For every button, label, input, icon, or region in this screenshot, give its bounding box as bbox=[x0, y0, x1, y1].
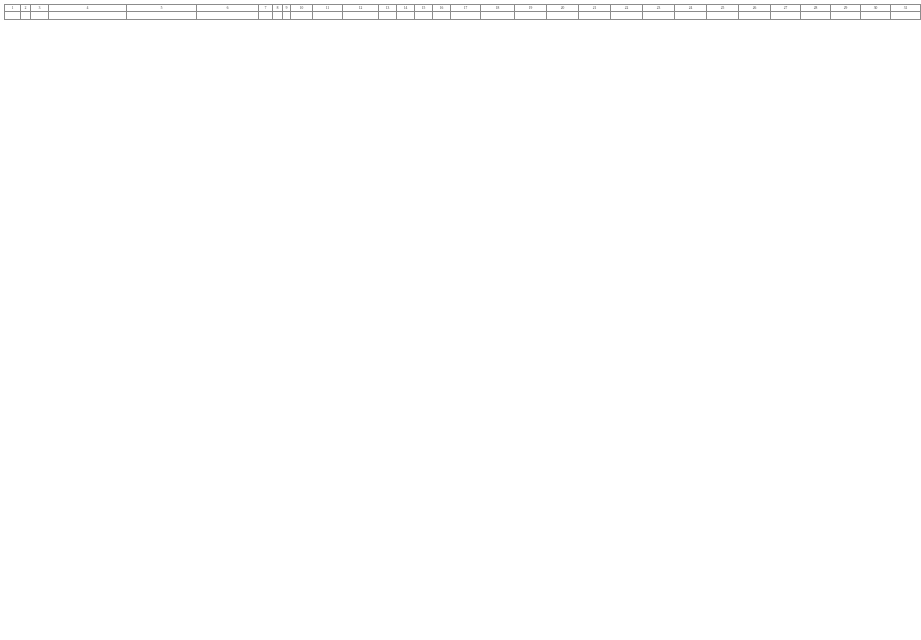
column-header-cell: 26 bbox=[739, 5, 771, 12]
column-header-cell: 30 bbox=[861, 5, 891, 12]
table-cell bbox=[861, 12, 891, 20]
column-header-cell: 16 bbox=[433, 5, 451, 12]
table-cell bbox=[31, 12, 49, 20]
column-header-cell: 28 bbox=[801, 5, 831, 12]
column-header-cell: 7 bbox=[259, 5, 273, 12]
column-header-row bbox=[5, 5, 921, 12]
spreadsheet-sheet bbox=[4, 4, 908, 20]
column-header-cell: 1 bbox=[5, 5, 21, 12]
column-header-cell: 5 bbox=[127, 5, 197, 12]
column-header-cell: 10 bbox=[291, 5, 313, 12]
column-header-cell: 15 bbox=[415, 5, 433, 12]
table-cell bbox=[273, 12, 283, 20]
table-cell bbox=[379, 12, 397, 20]
table-cell bbox=[21, 12, 31, 20]
table-cell bbox=[739, 12, 771, 20]
table-cell bbox=[515, 12, 547, 20]
table-cell bbox=[579, 12, 611, 20]
column-header-cell: 8 bbox=[273, 5, 283, 12]
table-cell bbox=[127, 12, 197, 20]
table-cell bbox=[547, 12, 579, 20]
column-header-cell: 11 bbox=[313, 5, 343, 12]
table-cell bbox=[5, 12, 21, 20]
column-header-cell: 12 bbox=[343, 5, 379, 12]
table-cell bbox=[313, 12, 343, 20]
table-cell bbox=[801, 12, 831, 20]
table-cell bbox=[891, 12, 921, 20]
table-cell bbox=[343, 12, 379, 20]
column-header-cell: 2 bbox=[21, 5, 31, 12]
column-header-cell: 18 bbox=[481, 5, 515, 12]
table-cell bbox=[433, 12, 451, 20]
column-header-cell: 9 bbox=[283, 5, 291, 12]
table-cell bbox=[415, 12, 433, 20]
table-cell bbox=[259, 12, 273, 20]
column-header-cell: 31 bbox=[891, 5, 921, 12]
table-cell bbox=[481, 12, 515, 20]
column-header-cell: 14 bbox=[397, 5, 415, 12]
column-header-cell: 25 bbox=[707, 5, 739, 12]
table-cell bbox=[771, 12, 801, 20]
column-header-cell: 22 bbox=[611, 5, 643, 12]
table-cell bbox=[451, 12, 481, 20]
table-cell bbox=[707, 12, 739, 20]
data-table bbox=[4, 4, 921, 20]
column-header-cell: 19 bbox=[515, 5, 547, 12]
column-header-cell: 4 bbox=[49, 5, 127, 12]
table-cell bbox=[397, 12, 415, 20]
table-body bbox=[5, 5, 921, 20]
table-cell bbox=[49, 12, 127, 20]
table-row bbox=[5, 12, 921, 20]
column-header-cell: 6 bbox=[197, 5, 259, 12]
table-cell bbox=[675, 12, 707, 20]
table-cell bbox=[283, 12, 291, 20]
table-cell bbox=[831, 12, 861, 20]
table-cell bbox=[197, 12, 259, 20]
column-header-cell: 17 bbox=[451, 5, 481, 12]
column-header-cell: 13 bbox=[379, 5, 397, 12]
table-cell bbox=[643, 12, 675, 20]
column-header-cell: 24 bbox=[675, 5, 707, 12]
column-header-cell: 20 bbox=[547, 5, 579, 12]
table-cell bbox=[611, 12, 643, 20]
column-header-cell: 3 bbox=[31, 5, 49, 12]
table-cell bbox=[291, 12, 313, 20]
column-header-cell: 29 bbox=[831, 5, 861, 12]
column-header-cell: 21 bbox=[579, 5, 611, 12]
column-header-cell: 27 bbox=[771, 5, 801, 12]
column-header-cell: 23 bbox=[643, 5, 675, 12]
